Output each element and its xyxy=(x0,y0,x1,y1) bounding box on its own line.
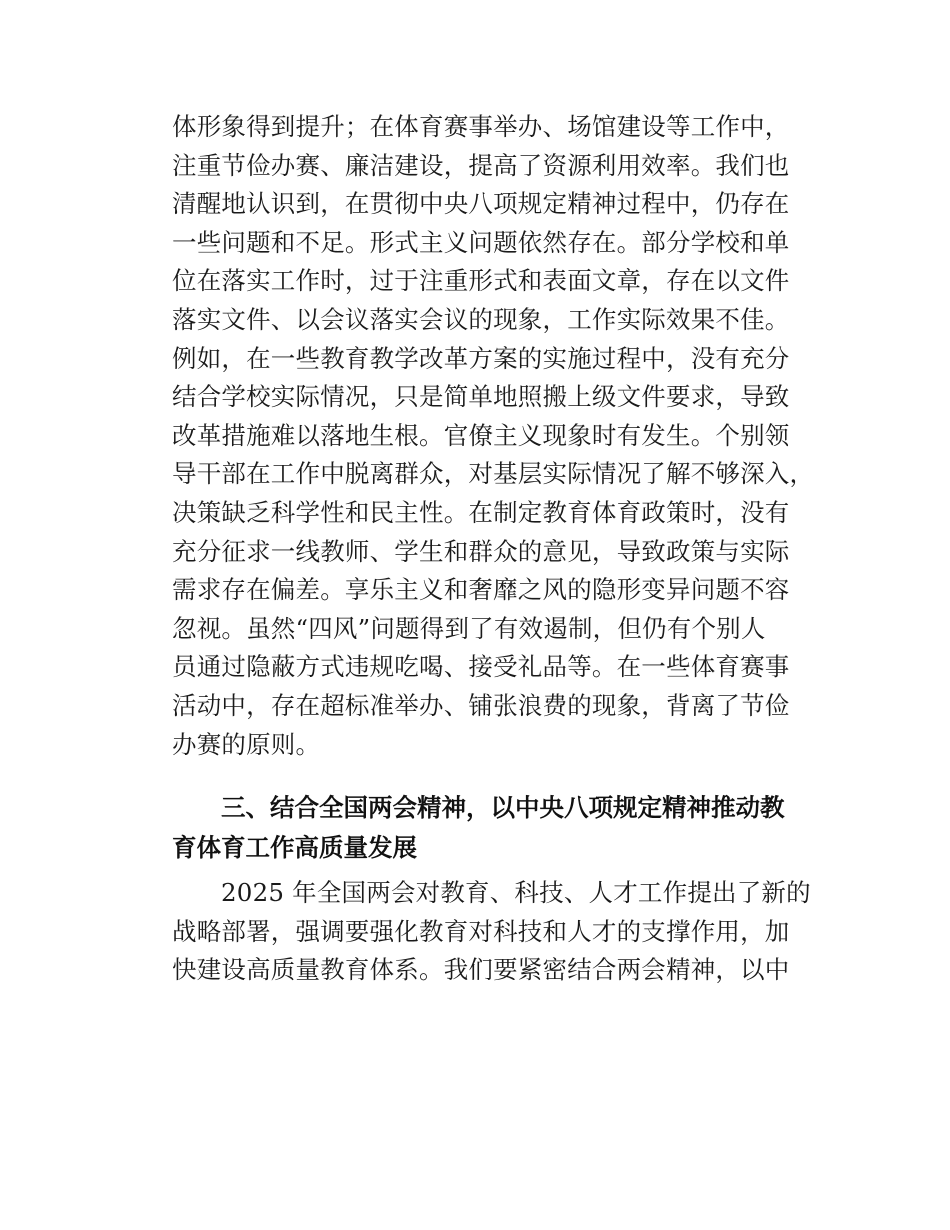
text-line: 清醒地认识到，在贯彻中央八项规定精神过程中，仍存在 xyxy=(172,189,790,219)
text-line: 位在落实工作时，过于注重形式和表面文章，存在以文件 xyxy=(172,266,790,296)
text-line: 活动中，存在超标准举办、铺张浪费的现象，背离了节俭 xyxy=(172,690,790,720)
text-line: 改革措施难以落地生根。官僚主义现象时有发生。个别领 xyxy=(172,420,790,450)
text-line: 办赛的原则。 xyxy=(172,729,321,759)
section-heading xyxy=(172,788,808,868)
text-line: 决策缺乏科学性和民主性。在制定教育体育政策时，没有 xyxy=(172,497,790,527)
text-line: 2025 年全国两会对教育、科技、人才工作提出了新的 xyxy=(221,878,811,908)
text-line: 落实文件、以会议落实会议的现象，工作实际效果不佳。 xyxy=(172,304,790,334)
text-line: 导干部在工作中脱离群众，对基层实际情况了解不够深入， xyxy=(172,459,815,489)
paragraph-two-sessions xyxy=(172,874,811,990)
heading-line: 育体育工作高质量发展 xyxy=(172,833,417,863)
text-line: 一些问题和不足。形式主义问题依然存在。部分学校和单 xyxy=(172,227,790,257)
text-line: 忽视。虽然“四风”问题得到了有效遏制，但仍有个别人 xyxy=(172,613,766,643)
document-body xyxy=(172,108,815,990)
text-line: 快建设高质量教育体系。我们要紧密结合两会精神，以中 xyxy=(172,955,790,985)
text-line: 例如，在一些教育教学改革方案的实施过程中，没有充分 xyxy=(172,343,790,373)
text-line: 充分征求一线教师、学生和群众的意见，导致政策与实际 xyxy=(172,536,790,566)
text-line: 员通过隐蔽方式违规吃喝、接受礼品等。在一些体育赛事 xyxy=(172,652,790,682)
text-line: 结合学校实际情况，只是简单地照搬上级文件要求，导致 xyxy=(172,382,790,412)
text-line: 需求存在偏差。享乐主义和奢靡之风的隐形变异问题不容 xyxy=(172,575,790,605)
text-line: 注重节俭办赛、廉洁建设，提高了资源利用效率。我们也 xyxy=(172,150,790,180)
heading-line: 三、结合全国两会精神，以中央八项规定精神推动教 xyxy=(221,793,785,823)
paragraph-problems xyxy=(172,108,815,764)
text-line: 战略部署，强调要强化教育对科技和人才的支撑作用，加 xyxy=(172,916,790,946)
text-line: 体形象得到提升；在体育赛事举办、场馆建设等工作中， xyxy=(172,112,790,141)
